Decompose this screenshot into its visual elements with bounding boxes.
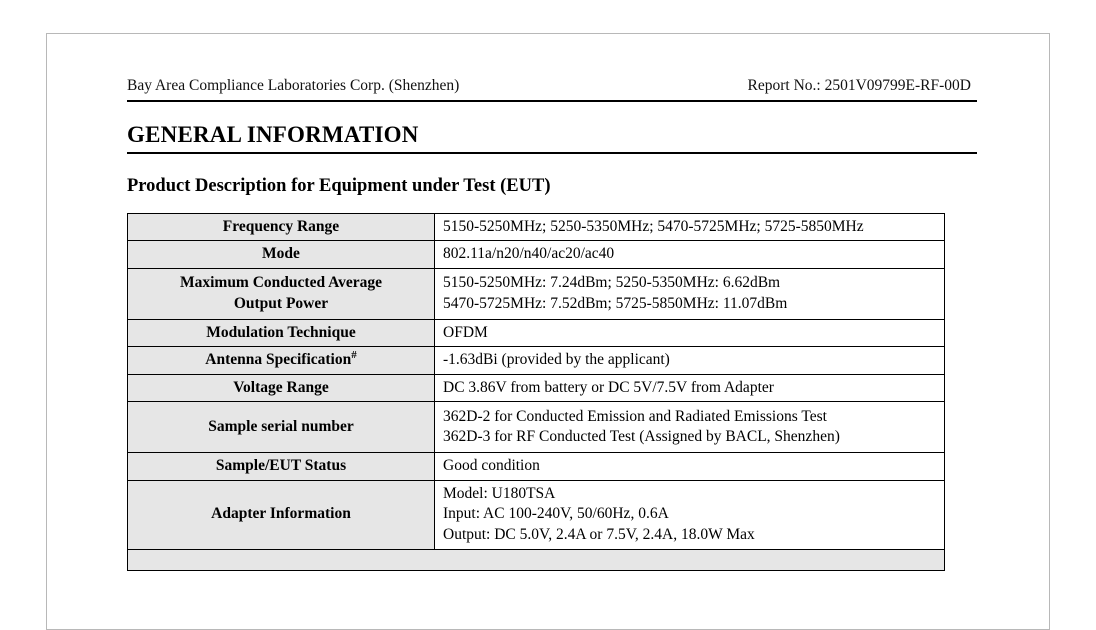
- table-row: [128, 214, 945, 241]
- value-line: 5470-5725MHz: 7.52dBm; 5725-5850MHz: 11.07dBm: [443, 294, 788, 312]
- value-line: Model: U180TSA: [443, 485, 556, 503]
- table-row: [128, 319, 945, 346]
- row-label: Modulation Technique: [128, 319, 435, 346]
- row-label: Voltage Range: [128, 374, 435, 401]
- row-value: [435, 453, 945, 480]
- value-line: 362D-2 for Conducted Emission and Radiated Emissions Test: [443, 407, 827, 425]
- value-line: -1.63dBi (provided by the applicant): [443, 351, 670, 369]
- page-content: [127, 77, 977, 571]
- table-spacer-row: [128, 549, 945, 570]
- value-line: OFDM: [443, 323, 488, 341]
- value-line: DC 3.86V from battery or DC 5V/7.5V from Adapter: [443, 378, 774, 396]
- row-label: Frequency Range: [128, 214, 435, 241]
- row-label: Sample serial number: [128, 402, 435, 453]
- running-header: [127, 77, 977, 99]
- title-divider: [127, 152, 977, 154]
- row-value: [435, 480, 945, 549]
- row-value: [435, 268, 945, 319]
- row-label: Adapter Information: [128, 480, 435, 549]
- table-row: [128, 480, 945, 549]
- row-label: [128, 268, 435, 319]
- value-line: Output: DC 5.0V, 2.4A or 7.5V, 2.4A, 18.0W Max: [443, 525, 755, 543]
- row-label-line2: Output Power: [233, 294, 329, 312]
- row-label-text: Antenna Specification: [205, 351, 352, 369]
- row-label: Mode: [128, 241, 435, 268]
- value-line: 802.11a/n20/n40/ac20/ac40: [443, 245, 615, 263]
- value-line: 5150-5250MHz: 7.24dBm; 5250-5350MHz: 6.62dBm: [443, 274, 781, 292]
- header-divider: [127, 100, 977, 102]
- table-row: [128, 453, 945, 480]
- document-page: [46, 33, 1050, 630]
- table-row: [128, 347, 945, 374]
- eut-description-table: [127, 213, 945, 571]
- table-row: [128, 374, 945, 401]
- table-spacer-cell: [128, 549, 945, 570]
- table-row: [128, 268, 945, 319]
- value-line: 362D-3 for RF Conducted Test (Assigned by BACL, Shenzhen): [443, 428, 840, 446]
- footnote-marker: #: [351, 349, 357, 362]
- table-row: [128, 402, 945, 453]
- page-title: GENERAL INFORMATION: [127, 122, 419, 147]
- subsection-title: Product Description for Equipment under Test (EUT): [127, 176, 551, 196]
- row-value: [435, 402, 945, 453]
- row-value: [435, 214, 945, 241]
- value-line: Good condition: [443, 457, 540, 475]
- header-laboratory-name: Bay Area Compliance Laboratories Corp. (Shenzhen): [127, 77, 460, 94]
- row-value: [435, 347, 945, 374]
- table-row: [128, 241, 945, 268]
- value-line: 5150-5250MHz; 5250-5350MHz; 5470-5725MHz; 5725-5850MHz: [443, 218, 864, 235]
- row-label-line1: Maximum Conducted Average: [179, 274, 383, 292]
- row-value: [435, 241, 945, 268]
- row-value: [435, 319, 945, 346]
- value-line: Input: AC 100-240V, 50/60Hz, 0.6A: [443, 505, 669, 523]
- row-value: [435, 374, 945, 401]
- row-label: Sample/EUT Status: [128, 453, 435, 480]
- header-report-number: Report No.: 2501V09799E-RF-00D: [747, 77, 971, 94]
- row-label: [128, 347, 435, 374]
